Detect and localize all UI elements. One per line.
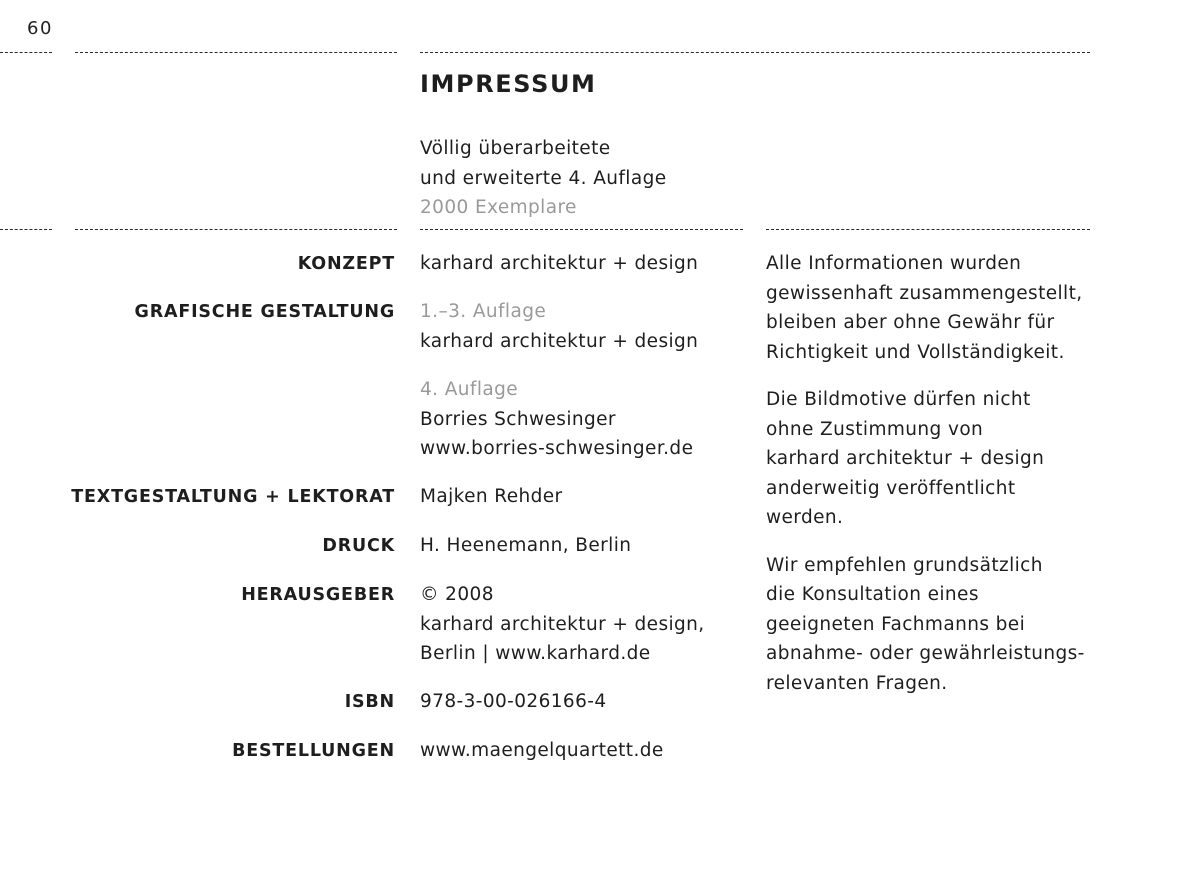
credit-line: karhard architektur + design xyxy=(420,330,699,352)
credit-line: www.maengelquartett.de xyxy=(420,740,664,761)
credit-label-herausgeber: HERAUSGEBER xyxy=(241,585,395,605)
credit-value-druck xyxy=(420,531,631,561)
disclaimer-paragraph xyxy=(766,551,1096,699)
print-run: 2000 Exemplare xyxy=(420,197,577,218)
credit-line: Majken Rehder xyxy=(420,486,563,507)
credit-value-konzept xyxy=(420,249,698,279)
edition-note xyxy=(420,134,667,223)
rule-mid-center xyxy=(420,229,743,230)
credit-line: 4. Auflage xyxy=(420,379,519,400)
disclaimer-line: karhard architektur + design xyxy=(766,448,1045,469)
disclaimer-line: gewissenhaft zusammengestellt, xyxy=(766,282,1083,304)
credit-value-herausgeber xyxy=(420,580,705,669)
credit-line: 978-3-00-026166-4 xyxy=(420,691,607,712)
rule-top-left xyxy=(75,52,397,53)
edition-line: Völlig überarbeitete xyxy=(420,138,611,159)
disclaimer-line: relevanten Fragen. xyxy=(766,672,948,694)
credit-gap xyxy=(420,356,698,375)
credit-line: H. Heenemann, Berlin xyxy=(420,535,632,556)
credit-value-grafische-gestaltung xyxy=(420,297,698,464)
disclaimer-line: anderweitig veröffentlicht xyxy=(766,477,1016,499)
disclaimer-line: geeigneten Fachmanns bei xyxy=(766,613,1026,635)
disclaimer-line: bleiben aber ohne Gewähr für xyxy=(766,312,1055,333)
credit-label-grafische-gestaltung: GRAFISCHE GESTALTUNG xyxy=(134,302,395,322)
disclaimer-paragraph xyxy=(766,385,1096,533)
disclaimer-line: abnahme- oder gewährleistungs- xyxy=(766,643,1085,664)
disclaimer-line: die Konsultation eines xyxy=(766,584,979,605)
credit-label-bestellungen: BESTELLUNGEN xyxy=(232,741,395,761)
rule-top-right xyxy=(420,52,1090,53)
credit-line: Berlin | www.karhard.de xyxy=(420,643,651,664)
credit-line: Borries Schwesinger xyxy=(420,408,616,430)
rule-mid-margin xyxy=(0,229,52,230)
disclaimer-line: Die Bildmotive dürfen nicht xyxy=(766,389,1031,410)
credit-value-bestellungen xyxy=(420,736,664,766)
rule-top-margin xyxy=(0,52,52,53)
credit-label-textgestaltung: TEXTGESTALTUNG + LEKTORAT xyxy=(71,487,395,507)
credit-line: 1.–3. Auflage xyxy=(420,301,547,322)
page-number: 60 xyxy=(27,18,53,39)
disclaimer xyxy=(766,249,1096,716)
credit-line: © 2008 xyxy=(420,584,494,605)
credit-value-textgestaltung xyxy=(420,482,563,512)
disclaimer-line: ohne Zustimmung von xyxy=(766,418,984,440)
disclaimer-line: werden. xyxy=(766,507,844,528)
disclaimer-paragraph xyxy=(766,249,1096,367)
disclaimer-line: Alle Informationen wurden xyxy=(766,253,1022,274)
page-title: IMPRESSUM xyxy=(420,70,597,98)
rule-mid-right xyxy=(766,229,1090,230)
credit-label-konzept: KONZEPT xyxy=(297,254,395,274)
credit-label-druck: DRUCK xyxy=(322,536,395,556)
credit-label-isbn: ISBN xyxy=(344,692,395,712)
disclaimer-line: Wir empfehlen grundsätzlich xyxy=(766,554,1043,576)
credit-line: www.borries-schwesinger.de xyxy=(420,438,694,459)
disclaimer-line: Richtigkeit und Vollständigkeit. xyxy=(766,341,1065,363)
rule-mid-left xyxy=(75,229,397,230)
credit-line: karhard architektur + design, xyxy=(420,613,705,635)
credit-line: karhard architektur + design xyxy=(420,253,699,274)
credit-value-isbn xyxy=(420,687,607,717)
edition-line: und erweiterte 4. Auflage xyxy=(420,167,667,189)
